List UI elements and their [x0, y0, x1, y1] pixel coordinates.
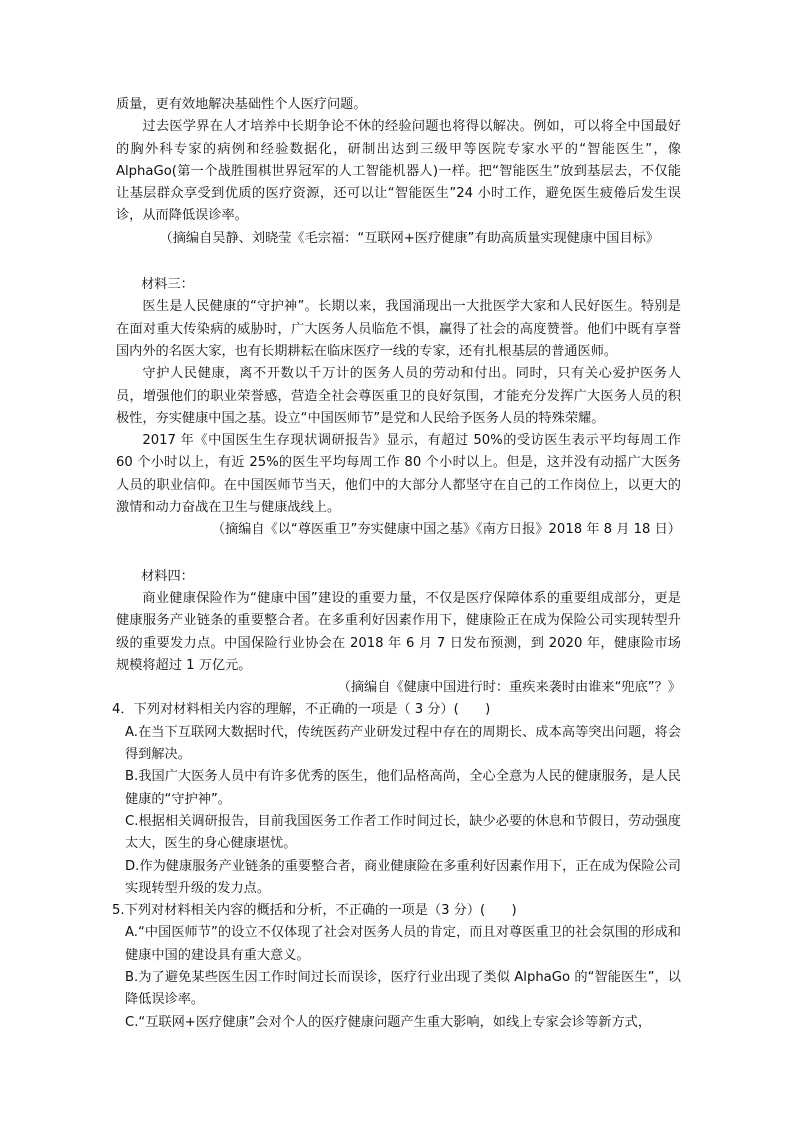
continuation-paragraph: 过去医学界在人才培养中长期争论不休的经验问题也将得以解决。例如，可以将全中国最好的胸外科专家的病例和经验数据化，研制出达到三级甲等医院专家水平的“智能医生”，像 AlphaGo(第一个战胜围棋世界冠军的人工智能机器人)一样。把“智能医生”放到基层去，不仅能让基层群众享受到优质的医疗资源，还可以让“智能医生”24 小时工作，避免医生疲倦后发生误诊，从而降低误诊率。	[116, 119, 681, 224]
question-4-option-c: C.根据相关调研报告，目前我国医务工作者工作时间过长，缺少必要的休息和节假日，劳动强度太大，医生的身心健康堪忧。	[125, 813, 681, 852]
material3-source: （摘编自《以“尊医重卫”夯实健康中国之基》《南方日报》2018 年 8 月 18 日）	[211, 522, 681, 538]
question-5-option-b: B.为了避免某些医生因工作时间过长而误诊，医疗行业出现了类似 AlphaGo 的“智能医生”，以降低误诊率。	[125, 969, 681, 1008]
question-4-stem: 4．下列对材料相关内容的理解，不正确的一项是（ 3 分）( )	[112, 702, 491, 718]
document-body	[112, 94, 681, 1034]
material4-label: 材料四：	[141, 568, 194, 584]
material4-paragraph-1: 商业健康保险作为“健康中国”建设的重要力量，不仅是医疗保障体系的重要组成部分，更是健康服务产业链条的重要整合者。在多重利好因素作用下，健康险正在成为保险公司实现转型升级的重要发力点。中国保险行业协会在 2018 年 6 月 7 日发布预测，到 2020 年，健康险市场规模将超过 1 万亿元。	[116, 590, 681, 673]
question-4-option-b: B.我国广大医务人员中有许多优秀的医生，他们品格高尚，全心全意为人民的健康服务，是人民健康的“守护神”。	[125, 769, 681, 807]
continuation-source: （摘编自吴静、刘晓莹《毛宗福：“互联网+医疗健康”有助高质量实现健康中国目标》	[159, 230, 660, 246]
continuation-line: 质量，更有效地解决基础性个人医疗问题。	[116, 97, 367, 112]
question-4-option-a: A.在当下互联网大数据时代，传统医药产业研发过程中存在的周期长、成本高等突出问题，将会得到解决。	[125, 724, 681, 763]
material3-paragraph-1: 医生是人民健康的“守护神”。长期以来，我国涌现出一大批医学大家和人民好医生。特别是在面对重大传染病的威胁时，广大医务人员临危不惧，赢得了社会的高度赞誉。他们中既有享誉国内外的名医大家，也有长期耕耘在临床医疗一线的专家，还有扎根基层的普通医师。	[116, 299, 681, 359]
question-5-option-c: C.“互联网+医疗健康”会对个人的医疗健康问题产生重大影响，如线上专家会诊等新方式，	[125, 1014, 652, 1030]
material3-paragraph-2: 守护人民健康，离不开数以千万计的医务人员的劳动和付出。同时，只有关心爱护医务人员，增强他们的职业荣誉感，营造全社会尊医重卫的良好氛围，才能充分发挥广大医务人员的积极性，夯实健康中国之基。设立“中国医师节”是党和人民给予医务人员的特殊荣耀。	[116, 366, 681, 426]
question-5-stem: 5.下列对材料相关内容的概括和分析，不正确的一项是（3 分）( )	[112, 903, 517, 919]
question-5-option-a: A.“中国医师节”的设立不仅体现了社会对医务人员的肯定，而且对尊医重卫的社会氛围的形成和健康中国的建设具有重大意义。	[125, 925, 681, 963]
material3-label: 材料三：	[141, 277, 194, 293]
question-4-option-d: D.作为健康服务产业链条的重要整合者，商业健康险在多重利好因素作用下，正在成为保险公司实现转型升级的发力点。	[125, 858, 681, 896]
material4-source: （摘编自《健康中国进行时：重疾来袭时由谁来“兜底”？》	[337, 680, 681, 696]
spacer	[116, 250, 681, 262]
spacer	[116, 542, 681, 554]
material3-paragraph-3: 2017 年《中国医生生存现状调研报告》显示，有超过 50%的受访医生表示平均每周工作 60 个小时以上，有近 25%的医生平均每周工作 80 个小时以上。但是，这并没有动摇广大医务人员的职业信仰。在中国医师节当天，他们中的大部分人都坚守在自己的工作岗位上，以更大的激情和动力奋战在卫生与健康战线上。	[116, 433, 681, 516]
